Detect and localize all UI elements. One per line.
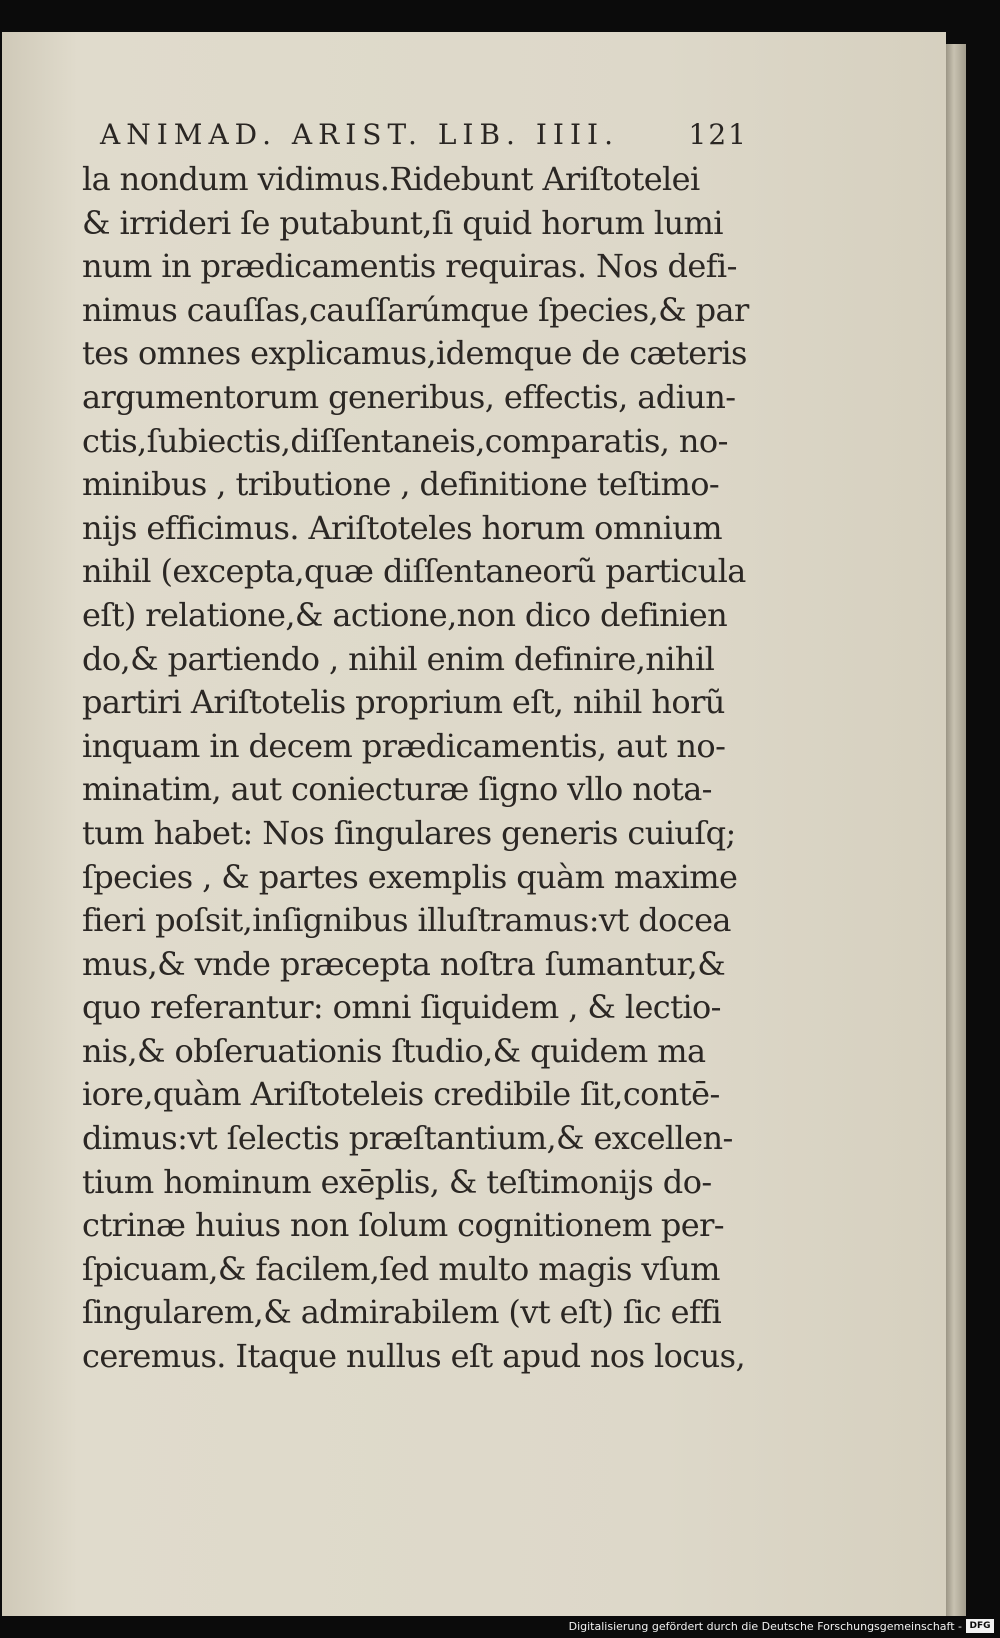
funding-credit: Digitalisierung gefördert durch die Deutsche Forschungsgemeinschaft - bbox=[568, 1620, 962, 1633]
page-number: 121 bbox=[688, 118, 748, 151]
text-line: quo referantur: omni ſiquidem , & lectio- bbox=[82, 988, 721, 1027]
text-line: tes omnes explicamus,idemque de cæteris bbox=[82, 334, 747, 373]
text-line: ſingularem,& admirabilem (vt eſt) ſic effi bbox=[82, 1293, 722, 1332]
dfg-logo: DFG bbox=[966, 1619, 994, 1633]
text-line: ctrinæ huius non ſolum cognitionem per- bbox=[82, 1206, 725, 1245]
text-line: inquam in decem prædicamentis, aut no- bbox=[82, 726, 726, 765]
footer-bar bbox=[0, 1616, 1000, 1638]
body-text bbox=[82, 158, 772, 1379]
page-edge bbox=[946, 44, 966, 1616]
text-line: ſpicuam,& facilem,ſed multo magis vſum bbox=[82, 1249, 720, 1288]
text-line: ctis,ſubiectis,diſſentaneis,comparatis, no- bbox=[82, 421, 728, 460]
text-line: & irrideri ſe putabunt,ſi quid horum lumi bbox=[82, 203, 723, 242]
text-line: num in prædicamentis requiras. Nos defi- bbox=[82, 247, 737, 286]
text-line: eſt) relatione,& actione,non dico definien bbox=[82, 595, 728, 634]
text-line: partiri Ariſtotelis proprium eſt, nihil horũ bbox=[82, 683, 725, 722]
text-line: fieri poſsit,inſignibus illuſtramus:vt docea bbox=[82, 901, 731, 940]
text-line: minibus , tributione , definitione teſtimo- bbox=[82, 465, 720, 504]
text-line: iore,quàm Ariſtoteleis credibile ſit,contē- bbox=[82, 1075, 720, 1114]
text-line: ceremus. Itaque nullus eſt apud nos locus, bbox=[82, 1337, 746, 1376]
running-title: ANIMAD. ARIST. LIB. IIII. bbox=[100, 118, 620, 151]
running-header bbox=[100, 118, 760, 158]
text-line: ſpecies , & partes exemplis quàm maxime bbox=[82, 857, 738, 896]
text-line: la nondum vidimus.Ridebunt Ariſtotelei bbox=[82, 160, 700, 198]
text-line: nihil (excepta,quæ diſſentaneorũ particula bbox=[82, 552, 746, 591]
text-line: tum habet: Nos ſingulares generis cuiuſq; bbox=[82, 813, 736, 852]
text-line: nis,& obſeruationis ſtudio,& quidem ma bbox=[82, 1031, 706, 1070]
text-line: nimus cauſſas,cauſſarúmque ſpecies,& par bbox=[82, 290, 749, 329]
text-line: nijs efficimus. Ariſtoteles horum omnium bbox=[82, 508, 722, 547]
text-line: do,& partiendo , nihil enim definire,nihil bbox=[82, 639, 715, 678]
text-line: dimus:vt ſelectis præſtantium,& excellen- bbox=[82, 1119, 733, 1158]
text-line: minatim, aut coniecturæ ſigno vllo nota- bbox=[82, 770, 712, 809]
text-line: mus,& vnde præcepta noſtra ſumantur,& bbox=[82, 944, 726, 983]
text-line: tium hominum exēplis, & teſtimonijs do- bbox=[82, 1162, 712, 1201]
text-line: argumentorum generibus, effectis, adiun- bbox=[82, 377, 736, 416]
